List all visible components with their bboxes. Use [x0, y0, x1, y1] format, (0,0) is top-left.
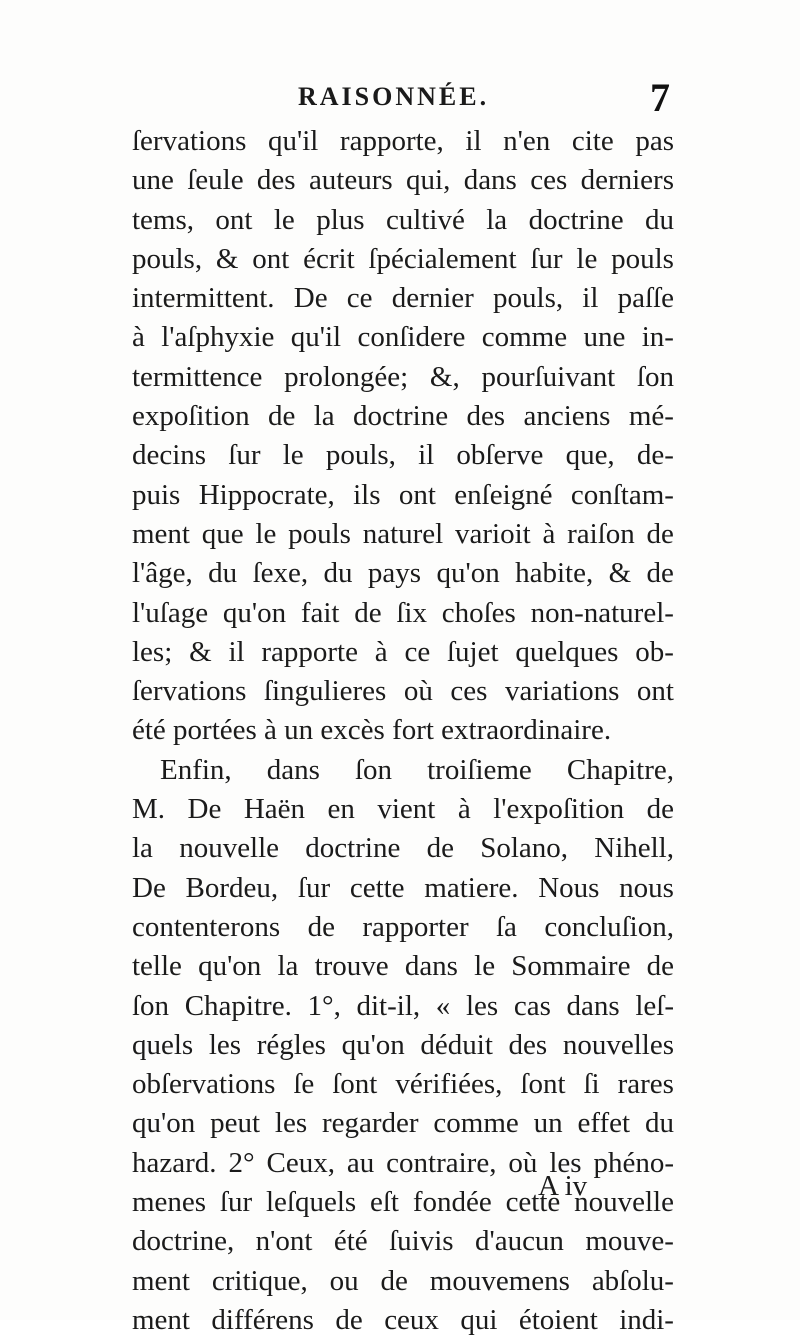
text-line: ſervations ſingulieres où ces variations ont — [132, 675, 674, 708]
text-line: ment que le pouls naturel varioit à raiſon de — [132, 517, 674, 550]
text-line: expoſition de la doctrine des anciens mé- — [132, 400, 674, 433]
text-line: Enfin, dans ſon troiſieme Chapitre, — [160, 753, 674, 786]
text-line: telle qu'on la trouve dans le Sommaire de — [132, 950, 674, 983]
text-line: ſervations qu'il rapporte, il n'en cite pas — [132, 125, 674, 157]
text-line: intermittent. De ce dernier pouls, il paſſe — [132, 282, 674, 315]
running-head — [130, 74, 670, 122]
text-line: été portées à un excès fort extraordinaire. — [132, 714, 612, 747]
catchword: A iv — [538, 1170, 588, 1202]
text-line: termittence prolongée; &, pourſuivant ſon — [132, 360, 674, 393]
text-line: decins ſur le pouls, il obſerve que, de- — [132, 439, 674, 472]
text-line: qu'on peut les regarder comme un effet du — [132, 1107, 674, 1140]
running-title: RAISONNÉE. — [298, 82, 490, 111]
text-line: doctrine, n'ont été ſuivis d'aucun mouve- — [132, 1225, 674, 1258]
text-line: une ſeule des auteurs qui, dans ces derniers — [132, 164, 674, 197]
text-line: tems, ont le plus cultivé la doctrine du — [132, 203, 674, 236]
text-line: l'âge, du ſexe, du pays qu'on habite, & de — [132, 557, 674, 590]
page-number: 7 — [650, 75, 670, 120]
text-line: ſon Chapitre. 1°, dit-il, « les cas dans leſ- — [132, 989, 674, 1022]
text-line: la nouvelle doctrine de Solano, Nihell, — [132, 832, 674, 865]
text-line: puis Hippocrate, ils ont enſeigné conſtam- — [132, 478, 674, 511]
text-line: l'uſage qu'on fait de ſix choſes non-naturel- — [132, 596, 674, 629]
text-line: pouls, & ont écrit ſpécialement ſur le pouls — [132, 242, 674, 275]
text-line: menes ſur leſquels eſt fondée cette nouvelle — [132, 1186, 674, 1219]
text-line: ment différens de ceux qui étoient indi- — [132, 1303, 674, 1336]
text-line: hazard. 2° Ceux, au contraire, où les phéno- — [132, 1146, 674, 1179]
text-line: les; & il rapporte à ce ſujet quelques ob- — [132, 635, 674, 668]
text-line: quels les régles qu'on déduit des nouvelles — [132, 1028, 674, 1061]
text-line: à l'aſphyxie qu'il conſidere comme une in- — [132, 321, 674, 354]
text-line: De Bordeu, ſur cette matiere. Nous nous — [132, 871, 674, 904]
text-line: M. De Haën en vient à l'expoſition de — [132, 793, 674, 826]
body-text — [132, 122, 674, 1340]
text-line: contenterons de rapporter ſa concluſion, — [132, 910, 674, 943]
text-line: obſervations ſe ſont vérifiées, ſont ſi rares — [132, 1068, 674, 1101]
text-line: ment critique, ou de mouvemens abſolu- — [132, 1264, 674, 1297]
